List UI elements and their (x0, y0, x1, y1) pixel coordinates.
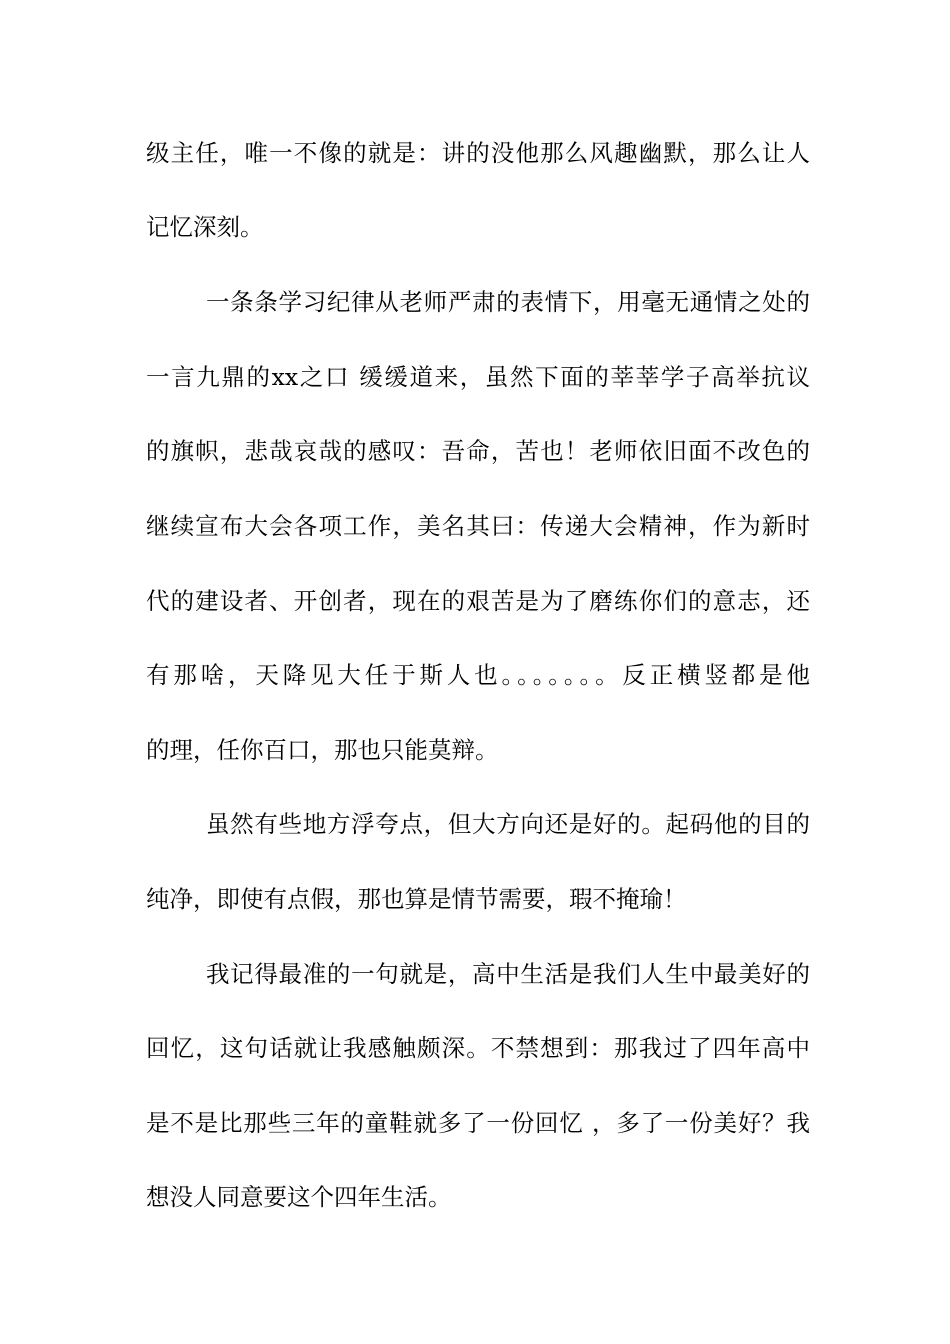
paragraph-line: 一言九鼎的xx之口 缓缓道来，虽然下面的莘莘学子高举抗议 (146, 363, 810, 391)
paragraph-line: 我记得最准的一句就是，高中生活是我们人生中最美好的 (206, 960, 810, 988)
paragraph-line: 纯净，即使有点假，那也算是情节需要，瑕不掩瑜！ (146, 885, 687, 913)
paragraph-line: 的旗帜，悲哉哀哉的感叹：吾命，苦也！老师依旧面不改色的 (146, 437, 810, 465)
paragraph-line: 的理，任你百口，那也只能莫辩。 (146, 736, 499, 764)
paragraph-line: 一条条学习纪律从老师严肃的表情下，用毫无通情之处的 (206, 288, 810, 316)
paragraph-line: 有那啥，天降见大任于斯人也。。。。。。。反正横竖都是他 (146, 661, 810, 689)
paragraph-line: 回忆，这句话就让我感触颇深。不禁想到：那我过了四年高中 (146, 1034, 810, 1062)
paragraph-line: 虽然有些地方浮夸点，但大方向还是好的。起码他的目的 (206, 810, 810, 838)
paragraph-line: 代的建设者、开创者，现在的艰苦是为了磨练你们的意志，还 (146, 587, 810, 615)
paragraph-line: 想没人同意要这个四年生活。 (146, 1183, 452, 1211)
paragraph-line: 继续宣布大会各项工作，美名其曰：传递大会精神，作为新时 (146, 512, 810, 540)
paragraph-line: 是不是比那些三年的童鞋就多了一份回忆 ，多了一份美好？我 (146, 1109, 810, 1137)
paragraph-line: 记忆深刻。 (146, 213, 264, 241)
paragraph-line: 级主任，唯一不像的就是：讲的没他那么风趣幽默，那么让人 (146, 139, 810, 167)
